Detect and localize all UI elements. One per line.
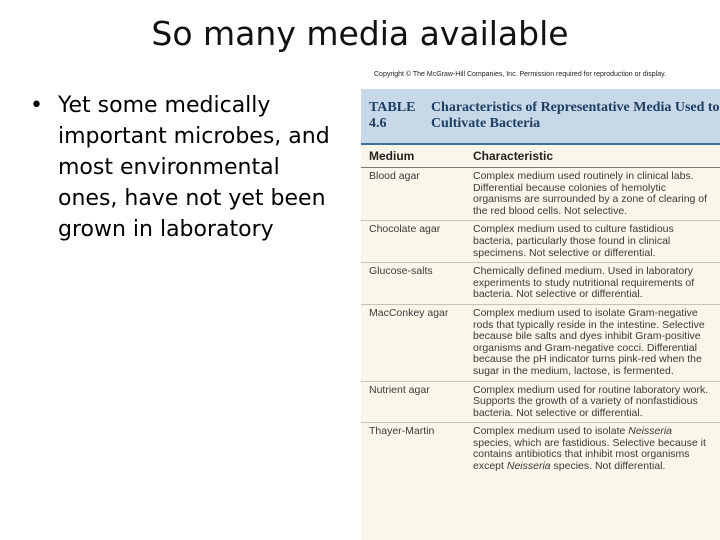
copyright-notice: Copyright © The McGraw-Hill Companies, Inc. Permission required for reproduction or display.: [374, 71, 667, 78]
table-caption: Characteristics of Representative Media Used to Cultivate Bacteria: [430, 100, 720, 131]
table-row: [361, 305, 720, 382]
column-headers: [361, 145, 720, 168]
bullet-marker: •: [30, 93, 43, 118]
column-header-medium: Medium: [369, 149, 415, 163]
bullet-text: Yet some medically important microbes, and most environmental ones, have not yet been grown in laboratory: [58, 93, 330, 242]
media-table: [361, 89, 720, 540]
characteristic-cell: Complex medium used to isolate Gram-negative rods that typically reside in the intestine. Selective because bile salts and dyes inhibit Gram-positive organisms and Gram-negative cocci. Differential because the pH indicator turns pink-red when the sugar in the medium, lactose, is fermented.: [473, 306, 705, 377]
table-header: [361, 89, 720, 145]
characteristic-cell: Complex medium used to culture fastidious bacteria, particularly those found in clinical specimens. Not selective or differential.: [473, 223, 674, 259]
table-row: [361, 168, 720, 221]
table-row: [361, 382, 720, 424]
table-row: [361, 221, 720, 263]
slide-title: So many media available: [151, 14, 569, 53]
characteristic-cell: Complex medium used to isolate Neisseria species, which are fastidious. Selective because it contains antibiotics that inhibit most organisms except Neisseria species. Not differential.: [473, 425, 706, 473]
table-body: [361, 168, 720, 476]
medium-cell: Nutrient agar: [369, 383, 430, 396]
column-header-characteristic: Characteristic: [473, 149, 554, 163]
medium-cell: Thayer-Martin: [369, 425, 435, 438]
medium-cell: MacConkey agar: [369, 306, 449, 319]
table-row: [361, 263, 720, 305]
table-label: TABLE 4.6: [369, 100, 416, 131]
characteristic-cell: Complex medium used routinely in clinical labs. Differential because colonies of hemolytic organisms are surrounded by a zone of clearing of the red blood cells. Not selective.: [473, 170, 708, 217]
table-row: [361, 423, 720, 475]
bullet-item: [30, 90, 345, 245]
bullet-list: [30, 90, 345, 245]
medium-cell: Blood agar: [369, 170, 420, 182]
medium-cell: Glucose-salts: [369, 265, 433, 278]
characteristic-cell: Complex medium used for routine laboratory work. Supports the growth of a variety of nonfastidious bacteria. Not selective or differential.: [473, 383, 709, 419]
characteristic-cell: Chemically defined medium. Used in laboratory experiments to study nutritional requirements of bacteria. Not selective or differential.: [473, 265, 695, 301]
medium-cell: Chocolate agar: [369, 223, 441, 236]
